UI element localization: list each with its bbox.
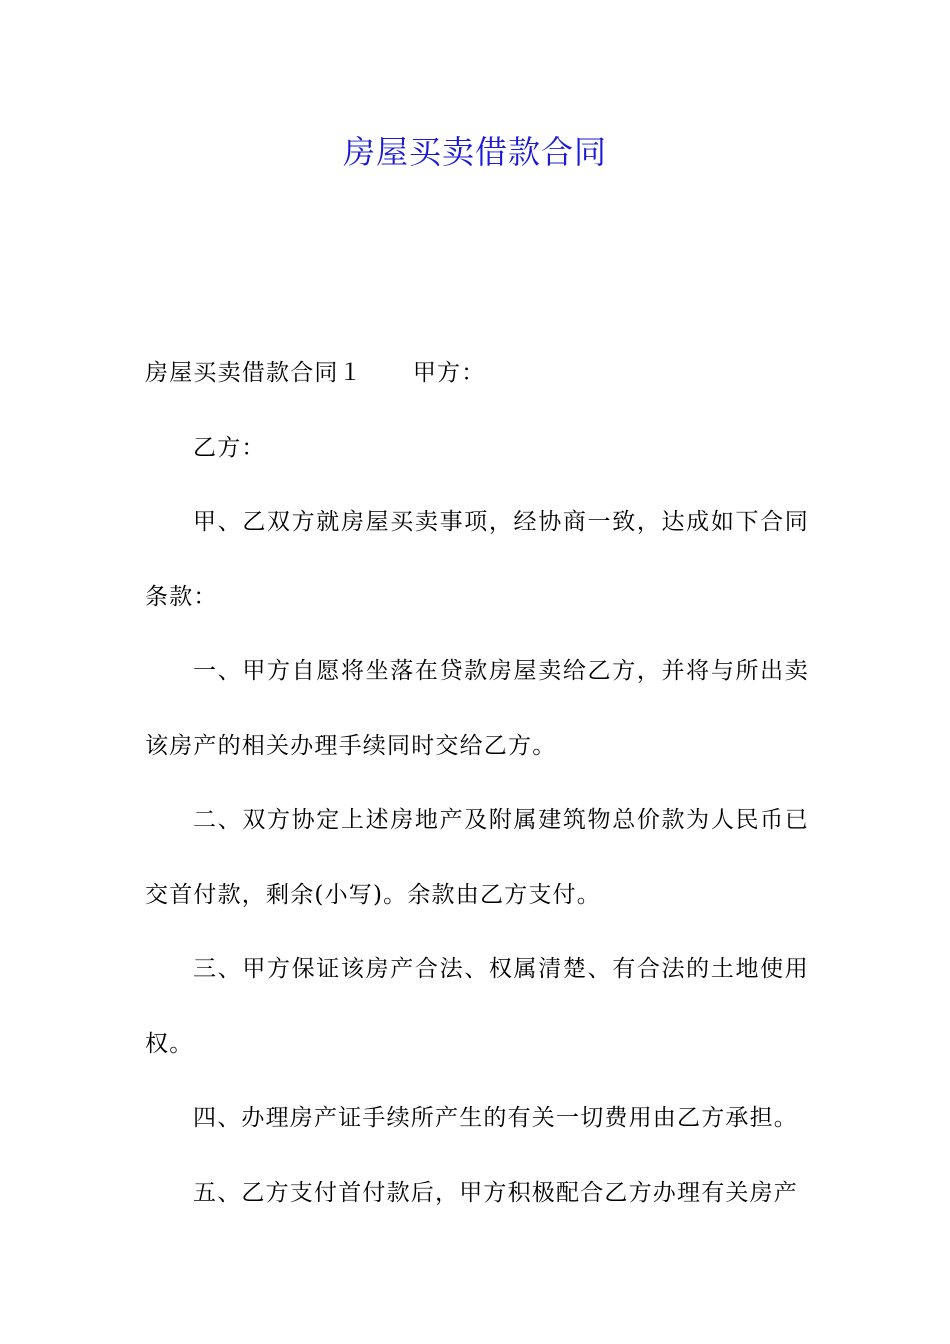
document-title: 房屋买卖借款合同 bbox=[342, 133, 607, 171]
paragraph-intro: 甲、乙双方就房屋买卖事项，经协商一致，达成如下合同条款： bbox=[145, 509, 809, 610]
clause-4: 四、办理房产证手续所产生的有关一切费用由乙方承担。 bbox=[193, 1105, 798, 1131]
contract-label: 房屋买卖借款合同１ bbox=[145, 360, 363, 386]
party-b-label: 乙方： bbox=[193, 434, 266, 461]
party-a-label: 甲方： bbox=[412, 360, 486, 386]
clause-3: 三、甲方保证该房产合法、权属清楚、有合法的土地使用权。 bbox=[145, 956, 809, 1057]
clause-1: 一、甲方自愿将坐落在贷款房屋卖给乙方，并将与所出卖该房产的相关办理手续同时交给乙方。 bbox=[145, 658, 809, 759]
clause-2: 二、双方协定上述房地产及附属建筑物总价款为人民币已交首付款，剩余(小写)。余款由乙方支付。 bbox=[145, 807, 809, 908]
clause-5: 五、乙方支付首付款后，甲方积极配合乙方办理有关房产 bbox=[193, 1179, 798, 1206]
heading-line bbox=[145, 336, 809, 411]
document-body bbox=[145, 336, 809, 1230]
